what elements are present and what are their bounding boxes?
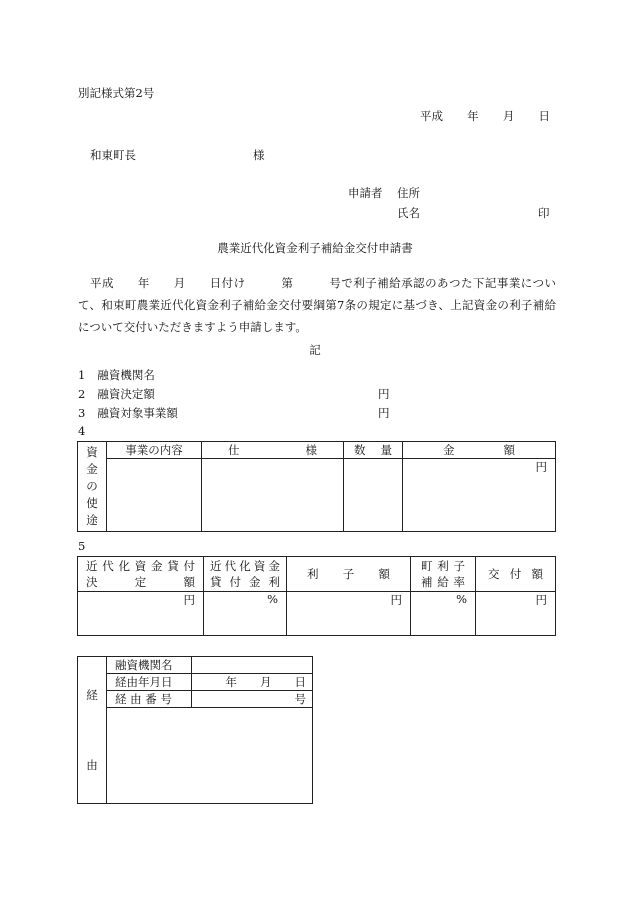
subsidy-table [77,556,556,636]
item-label: 融資決定額 [97,387,155,401]
date-year: 年 [467,109,479,123]
item-5: 5 [78,539,86,553]
cell-interest-amount[interactable]: 円 [287,592,411,636]
cell-grant-amount[interactable]: 円 [476,592,556,636]
cell-loan-decision-amount[interactable]: 円 [78,592,204,636]
item-3 [78,405,178,421]
item-number: 3 [78,406,86,420]
header-content: 事業の内容 [107,442,202,459]
addressee-honorific: 様 [253,148,265,162]
routing-bank-name-label: 融資機関名 [107,657,192,674]
header-loan-decision-amount: 近 代 化 資 金 貸 付 決 定 額 [78,557,204,592]
date-line [420,108,550,124]
header-interest-amount: 利 子 額 [287,557,411,592]
document-title: 農業近代化資金利子補給金交付申請書 [217,241,413,255]
item-number: 1 [78,368,86,382]
item-2-unit: 円 [378,387,390,401]
applicant-address-label: 住所 [397,186,420,200]
header-amount: 金 額 [403,442,556,459]
form-number: 別記様式第2号 [78,86,155,100]
item-3-unit: 円 [378,406,390,420]
ki-label: 記 [309,343,321,357]
item-2 [78,386,155,402]
item-4: 4 [78,424,86,438]
routing-number-label: 経 由 番 号 [107,691,192,708]
header-spec: 仕 様 [202,442,344,459]
applicant-label: 申請者 [348,186,383,200]
body-paragraph: 平成 年 月 日付け 第 号で利子補給承認のあつた下記事業について、和束町農業近代化資金利子補給金交付要綱第7条の規定に基づき、上記資金の利子補給について交付いただきますよう申請します。 [78,276,556,334]
routing-bank-name-value[interactable] [192,657,313,674]
header-town-subsidy-rate: 町 利 子 補 給 率 [411,557,476,592]
routing-date-value[interactable]: 年 月 日 [192,674,313,691]
routing-table [77,656,313,804]
header-quantity: 数 量 [344,442,403,459]
item-label: 融資機関名 [97,368,155,382]
header-grant-amount: 交 付 額 [476,557,556,592]
item-label: 融資対象事業額 [97,406,178,420]
cell-spec[interactable] [202,459,344,532]
routing-notes-area[interactable] [107,708,313,804]
header-loan-interest-rate: 近 代 化 資 金 貸 付 金 利 [204,557,287,592]
item-1 [78,367,155,383]
cell-amount[interactable]: 円 [403,459,556,532]
routing-side-label: 経 由 [78,657,107,804]
cell-quantity[interactable] [344,459,403,532]
cell-content[interactable] [107,459,202,532]
date-day: 日 [538,109,550,123]
funds-usage-side-label: 資 金 の 使 途 [78,442,107,532]
date-month: 月 [502,109,515,123]
applicant-name-label: 氏名 [397,206,420,220]
cell-loan-interest-rate[interactable]: % [204,592,287,636]
item-number: 2 [78,387,86,401]
cell-town-subsidy-rate[interactable]: % [411,592,476,636]
seal-mark: 印 [538,206,550,220]
routing-date-label: 経由年月日 [107,674,192,691]
addressee-mayor: 和東町長 [90,148,136,162]
date-era: 平成 [420,109,443,123]
routing-number-value[interactable]: 号 [192,691,313,708]
funds-usage-table [77,441,556,532]
